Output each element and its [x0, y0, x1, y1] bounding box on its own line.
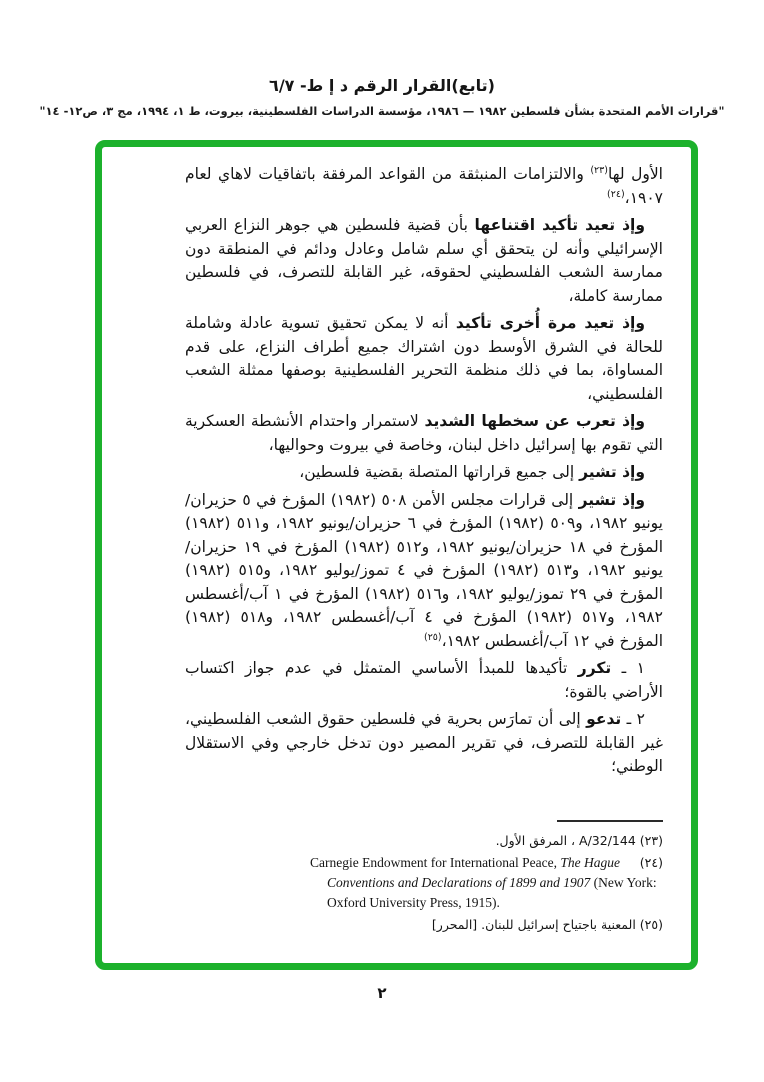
footnote-24 [310, 853, 663, 913]
paragraph-text: إلى أن تمارَس بحرية في فلسطين حقوق الشعب الفلسطيني، غير القابلة للتصرف، في تقرير المصير دون تدخل خارجي وفي الاستقلال الوطني؛ [185, 710, 663, 775]
paragraph-text: إلى جميع قراراتها المتصلة بقضية فلسطين، [299, 463, 580, 481]
paragraph-text: إلى قرارات مجلس الأمن ٥٠٨ (١٩٨٢) المؤرخ في ٥ حزيران/يونيو ١٩٨٢، و٥٠٩ (١٩٨٢) المؤرخ في ٦ حزيران/يونيو ١٩٨٢، و٥١١ (١٩٨٢) المؤرخ في ١٨ حزيران/يونيو ١٩٨٢، و٥١٢ (١٩٨٢) المؤرخ في ١٩ حزيران/يونيو ١٩٨٢، و٥١٣ (١٩٨٢) المؤرخ في ٤ تموز/يوليو ١٩٨٢، و٥١٥ (١٩٨٢) المؤرخ في ٢٩ تموز/يوليو ١٩٨٢، و٥١٦ (١٩٨٢) المؤرخ في ١ آب/أغسطس ١٩٨٢، و٥١٧ (١٩٨٢) المؤرخ في ٤ آب/أغسطس ١٩٨٢، و٥١٨ (١٩٨٢) المؤرخ في ١٢ آب/أغسطس ١٩٨٢، [185, 490, 664, 650]
paragraph-leadin-bold: وإذ تشير [579, 463, 645, 481]
footnote-25 [185, 915, 663, 935]
footnote-reference-marker: (٢٥) [423, 631, 442, 643]
resolution-paragraph [185, 163, 663, 210]
source-citation: "قرارات الأمم المتحدة بشأن فلسطين ١٩٨٢ — ١٩٨٦، مؤسسة الدراسات الفلسطينية، بيروت، ط ١، ١٩٩٤، مج ٣، ص١٢- ١٤" [39, 104, 725, 118]
resolution-paragraph [185, 708, 663, 779]
footnote-reference-marker: (٢٣) [590, 164, 608, 176]
footnote-24-text-italic: The Hague Conventions and Declarations of 1899 and 1907 [327, 855, 621, 890]
paragraph-text: بأن قضية فلسطين هي جوهر النزاع العربي الإسرائيلي وأنه لن يتحقق أي سلم شامل وعادل ودائم في المنطقة دون ممارسة الشعب الفلسطيني لحقوقه، غير القابلة للتصرف، في فلسطين ممارسة كاملة، [185, 216, 663, 305]
resolution-paragraph [185, 410, 663, 457]
footnote-23-text: ، المرفق الأول. [495, 833, 576, 848]
page-number: ٢ [377, 984, 387, 1002]
paragraph-text: لاستمرار واحتدام الأنشطة العسكرية التي تقوم بها إسرائيل داخل لبنان، وخاصة في بيروت وحواليها، [185, 412, 663, 454]
paragraph-text: ١ ـ [611, 659, 645, 677]
footnote-24-text-normal: Carnegie Endowment for International Peace, [310, 855, 561, 870]
footnote-23-marker: (٢٣) [639, 833, 663, 848]
footnote-separator [557, 820, 663, 822]
footnote-24-text-normal-2: (New York: Oxford University Press, 1915). [327, 875, 657, 910]
resolution-paragraph [185, 461, 663, 485]
resolution-paragraph [185, 312, 663, 406]
paragraph-leadin-bold: وإذ تعيد تأكيد اقتناعها [474, 216, 645, 234]
footnote-23 [185, 831, 663, 851]
paragraph-leadin-bold: تكرر [577, 659, 612, 677]
footnote-23-reference: A/32/144 [579, 833, 636, 848]
resolution-body [185, 163, 663, 783]
paragraph-leadin-bold: وإذ تعرب عن سخطها الشديد [424, 412, 645, 430]
resolution-paragraph [185, 214, 663, 308]
resolution-paragraph [185, 489, 663, 654]
footnote-24-marker: (٢٤) [639, 855, 663, 870]
paragraph-leadin-bold: تدعو [586, 710, 622, 728]
paragraph-text: تأكيدها للمبدأ الأساسي المتمثل في عدم جواز اكتساب الأراضي بالقوة؛ [185, 659, 663, 701]
paragraph-leadin-bold: وإذ تشير [578, 490, 645, 509]
footnote-25-marker: (٢٥) [639, 917, 663, 932]
page-header-title: (تابع)القرار الرقم د إ ط- ٦/٧ [269, 76, 495, 95]
document-frame [95, 140, 698, 970]
footnotes-section [185, 820, 663, 937]
footnote-reference-marker: (٢٤) [607, 188, 625, 200]
paragraph-leadin-bold: وإذ تعيد مرة أُخرى تأكيد [455, 314, 645, 332]
paragraph-text: والالتزامات المنبثقة من القواعد المرفقة باتفاقيات لاهاي لعام ١٩٠٧، [185, 165, 663, 207]
paragraph-text: ٢ ـ [621, 710, 645, 728]
resolution-paragraph [185, 657, 663, 704]
paragraph-text: الأول لها [607, 165, 663, 183]
paragraph-text: أنه لا يمكن تحقيق تسوية عادلة وشاملة للحالة في الشرق الأوسط دون اشتراك جميع أطراف النزاع، على قدم المساواة، بما في ذلك منظمة التحرير الفلسطينية بوصفها ممثلة الشعب الفلسطيني، [185, 314, 663, 403]
footnote-25-text: المعنية باجتياح إسرائيل للبنان. [المحرر] [431, 917, 636, 932]
